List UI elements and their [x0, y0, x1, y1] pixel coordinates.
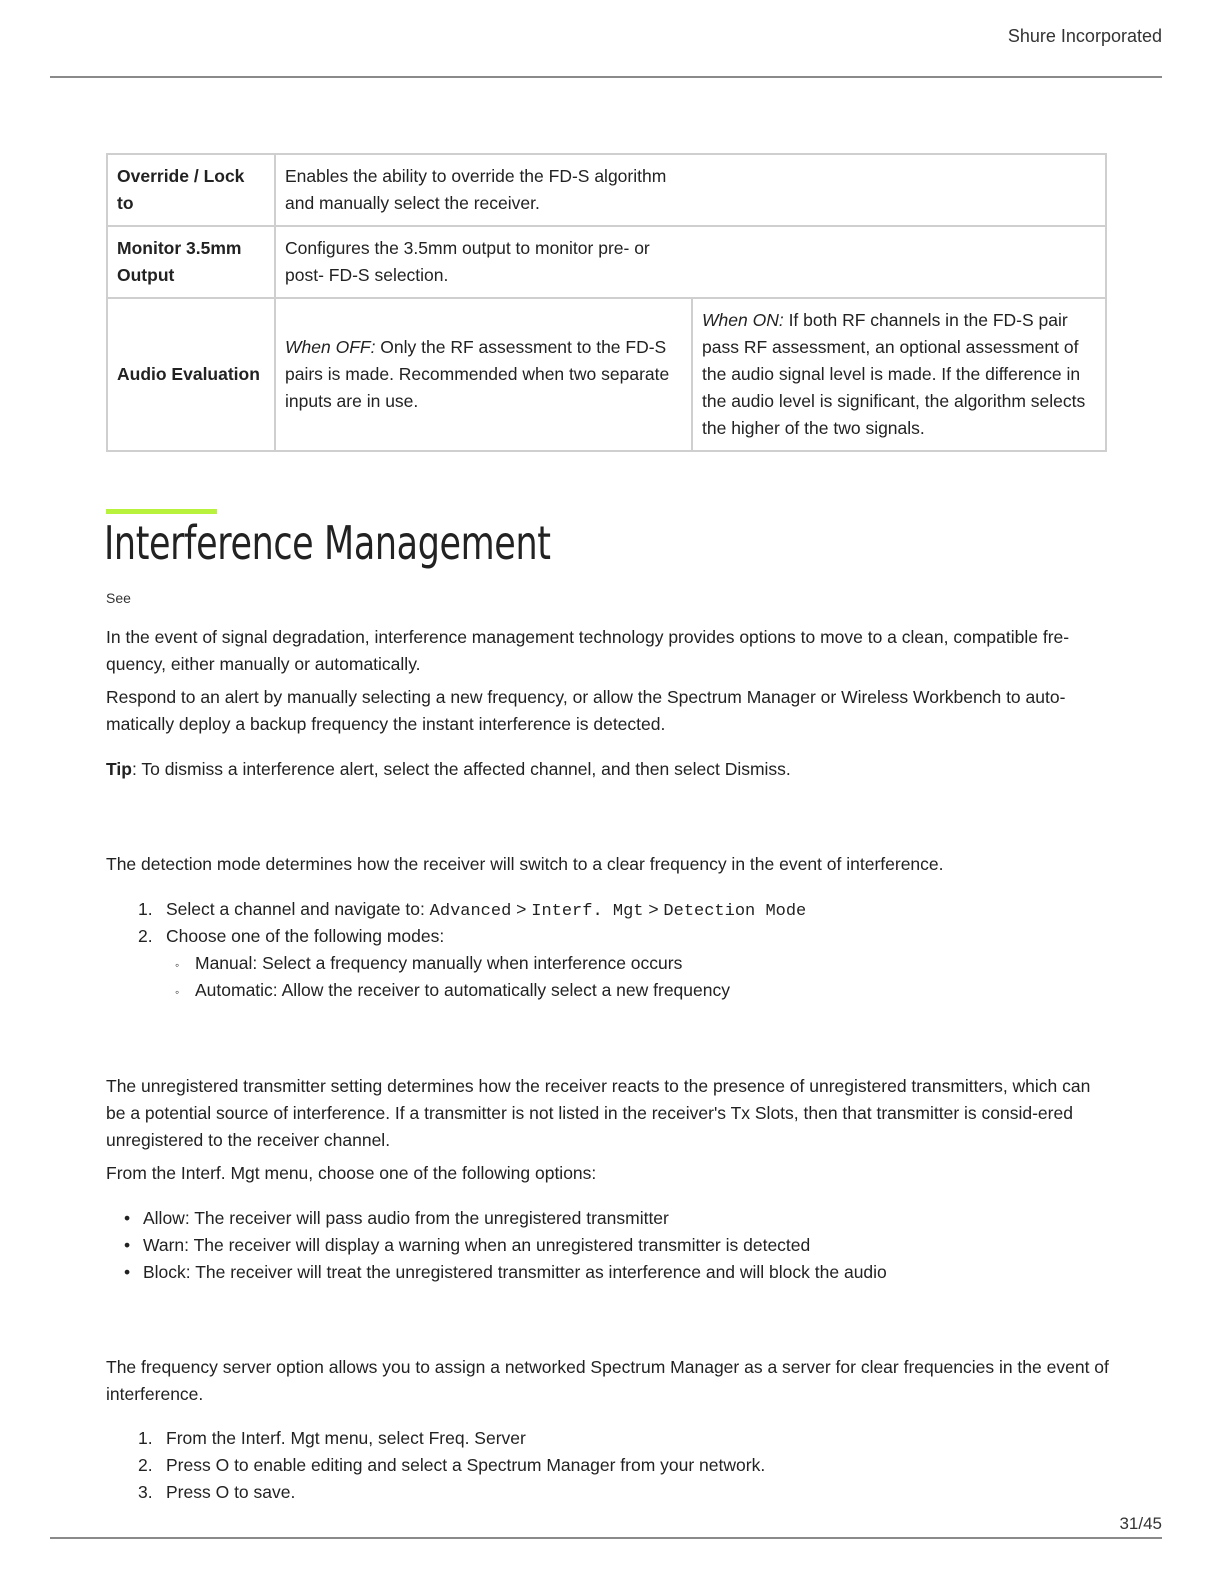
step-text: Press O to enable editing and select a Spectrum Manager from your network.	[166, 1455, 766, 1475]
circle-bullet-icon: ◦	[175, 958, 180, 972]
page-number: 31/45	[1119, 1514, 1162, 1533]
tip-paragraph	[106, 756, 1110, 783]
list-item	[175, 977, 730, 1006]
see-reference: See	[106, 590, 131, 606]
list-item	[138, 923, 444, 950]
intro-paragraph-1: In the event of signal degradation, interference management technology provides options to move to a clean, compatible fre-quency, either manually or automatically.	[106, 627, 1070, 674]
unregistered-choose: From the Interf. Mgt menu, choose one of the following options:	[106, 1163, 597, 1183]
list-item	[138, 1425, 526, 1452]
intro-paragraph-2: Respond to an alert by manually selecting a new frequency, or allow the Spectrum Manager or Wireless Workbench to auto-matically deploy a backup frequency the instant interference is detected.	[106, 687, 1066, 734]
path-separator: >	[643, 899, 664, 919]
settings-table	[106, 153, 1107, 452]
table-row	[107, 154, 1106, 226]
when-off-label: When OFF:	[285, 337, 376, 357]
row-label: Audio Evaluation	[107, 298, 275, 451]
when-on-cell	[692, 298, 1106, 451]
mode-text: Manual: Select a frequency manually when interference occurs	[195, 953, 683, 973]
list-item	[124, 1232, 810, 1259]
option-text: Block: The receiver will treat the unregistered transmitter as interference and will block the audio	[143, 1262, 887, 1282]
detection-intro: The detection mode determines how the receiver will switch to a clear frequency in the event of interference.	[106, 854, 944, 874]
when-on-text: If both RF channels in the FD-S pair pass RF assessment, an optional assessment of the audio signal level is made. If the difference in the audio level is significant, the algorithm selects the higher of the two signals.	[702, 310, 1086, 438]
section-accent-bar	[106, 509, 217, 514]
step-text: Select a channel and navigate to:	[166, 899, 430, 919]
row-label: Monitor 3.5mm Output	[107, 226, 275, 298]
row-description	[275, 226, 1106, 298]
option-text: Allow: The receiver will pass audio from the unregistered transmitter	[143, 1208, 669, 1228]
header-rule	[50, 76, 1162, 78]
option-text: Warn: The receiver will display a warning when an unregistered transmitter is detected	[143, 1235, 811, 1255]
menu-path-detection-mode: Detection Mode	[663, 902, 807, 921]
path-separator: >	[511, 899, 532, 919]
step-text: From the Interf. Mgt menu, select Freq. Server	[166, 1428, 526, 1448]
row-label: Override / Lock to	[107, 154, 275, 226]
step-number: 3.	[138, 1482, 153, 1502]
section-title: Interference Management	[104, 516, 551, 570]
row-description	[275, 154, 1106, 226]
step-text: Choose one of the following modes:	[166, 926, 445, 946]
tip-label: Tip	[106, 759, 132, 779]
circle-bullet-icon: ◦	[175, 985, 180, 999]
step-number: 1.	[138, 899, 153, 919]
list-item	[138, 1452, 765, 1479]
bullet-icon: •	[124, 1262, 131, 1282]
freq-server-intro: The frequency server option allows you to assign a networked Spectrum Manager as a server for clear frequencies in the event of interference.	[106, 1357, 1109, 1404]
when-off-text: Only the RF assessment to the FD-S pairs is made. Recommended when two separate inputs are in use.	[285, 337, 670, 411]
row-description-text: Enables the ability to override the FD-S algorithm and manually select the receiver.	[285, 166, 667, 213]
header-company: Shure Incorporated	[1007, 26, 1162, 46]
menu-path-advanced: Advanced	[429, 902, 512, 921]
step-number: 2.	[138, 926, 153, 946]
step-number: 2.	[138, 1455, 153, 1475]
list-item	[124, 1259, 887, 1286]
list-item	[175, 950, 682, 979]
list-item	[124, 1205, 669, 1232]
bullet-icon: •	[124, 1208, 131, 1228]
bullet-icon: •	[124, 1235, 131, 1255]
mode-text: Automatic: Allow the receiver to automatically select a new frequency	[195, 980, 730, 1000]
menu-path-interf-mgt: Interf. Mgt	[531, 902, 644, 921]
table-row	[107, 298, 1106, 451]
when-off-cell	[275, 298, 692, 451]
footer-rule	[50, 1537, 1162, 1539]
unregistered-intro: The unregistered transmitter setting determines how the receiver reacts to the presence of unregistered transmitters, which can be a potential source of interference. If a transmitter is not listed in the receiver's Tx Slots, then that transmitter is consid-ered unregistered to the receiver channel.	[106, 1076, 1091, 1150]
when-on-label: When ON:	[702, 310, 784, 330]
tip-text: : To dismiss a interference alert, select the affected channel, and then select Dismiss.	[131, 759, 791, 779]
table-row	[107, 226, 1106, 298]
step-number: 1.	[138, 1428, 153, 1448]
step-text: Press O to save.	[166, 1482, 296, 1502]
row-description-text: Configures the 3.5mm output to monitor pre- or post- FD-S selection.	[285, 238, 650, 285]
list-item	[138, 1479, 295, 1506]
list-item	[138, 896, 806, 925]
